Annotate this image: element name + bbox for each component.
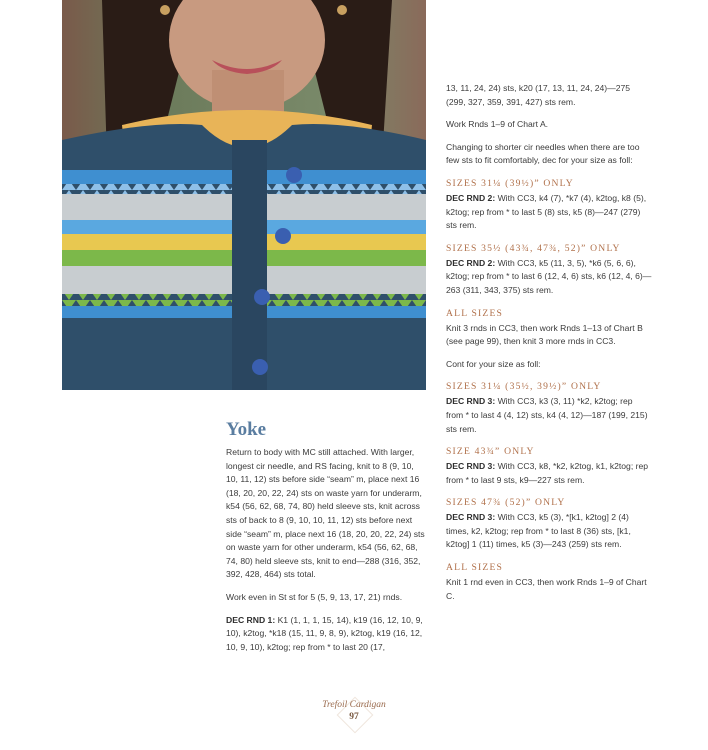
step-text: With CC3, k8, *k2, k2tog, k1, k2tog; rep from * to last 9 sts, k9—227 sts rem. <box>446 461 649 485</box>
paragraph <box>446 192 652 233</box>
section-title: Yoke <box>226 419 267 440</box>
paragraph <box>446 460 652 487</box>
paragraph <box>446 257 652 298</box>
left-column <box>226 420 426 663</box>
paragraph: Knit 1 rnd even in CC3, then work Rnds 1–9 of Chart C. <box>446 577 647 601</box>
size-heading: SIZES 31¼ (39½)” ONLY <box>446 177 574 189</box>
step-text: With CC3, k3 (3, 11) *k2, k2tog; rep from * to last 4 (4, 12) sts, k4 (4, 12)—187 (199, 215) sts rem. <box>446 396 648 434</box>
step-text: K1 (1, 1, 1, 15, 14), k19 (16, 12, 10, 9, 10), k2tog, *k18 (15, 11, 9, 8, 9), k2tog, k19 (16, 12, 10, 9, 10), k2tog; rep from * to last 20 (17, <box>226 614 423 652</box>
size-heading: SIZE 43¾” ONLY <box>446 446 535 458</box>
size-heading: ALL SIZES <box>446 307 504 319</box>
size-heading: ALL SIZES <box>446 562 504 574</box>
paragraph: Cont for your size as foll: <box>446 358 541 369</box>
step-text: With CC3, k4 (7), *k7 (4), k2tog, k8 (5), k2tog; rep from * to last 5 (8) sts, k5 (8)—247 (279) sts rem. <box>446 192 647 231</box>
paragraph <box>446 511 652 552</box>
step-label: DEC RND 2: <box>446 192 496 203</box>
page-number: 97 <box>349 712 359 722</box>
paragraph: Return to body with MC still attached. With larger, longest cir needle, and RS facing, knit to 8 (9, 10, 10, 11, 12) sts before side “seam” m, place next 16 (18, 20, 20, 22, 24) sts on waste yarn for underarm, k54 (56, 62, 68, 74, 80) held sleeve sts, knit across sts of back to 8 (9, 10, 10, 11, 12) sts before next side “seam” m, place next 16 (18, 20, 20, 22, 24) sts on waste yarn for other underarm, k54 (56, 62, 68, 74, 80) held sleeve sts, knit to end—288 (316, 352, 392, 428, 464) sts total. <box>226 447 425 580</box>
size-heading: SIZES 47¾ (52)” ONLY <box>446 497 566 509</box>
paragraph: Changing to shorter cir needles when there are too few sts to fit comfortably, dec for your size as foll: <box>446 141 640 166</box>
right-column <box>446 82 652 612</box>
step-label: DEC RND 3: <box>446 461 496 472</box>
step-label: DEC RND 1: <box>226 614 276 625</box>
paragraph: Work even in St st for 5 (5, 9, 13, 17, 21) rnds. <box>226 591 403 602</box>
step-label: DEC RND 2: <box>446 257 496 268</box>
step-label: DEC RND 3: <box>446 396 496 407</box>
paragraph: Work Rnds 1–9 of Chart A. <box>446 119 549 130</box>
step-text: With CC3, k5 (3), *[k1, k2tog] 2 (4) times, k2, k2tog; rep from * to last 8 (36) sts, [k1, k2tog] 1 (11) times, k5 (3)—243 (259) sts rem. <box>446 512 631 550</box>
paragraph <box>226 614 426 655</box>
paragraph <box>446 395 652 436</box>
step-text: With CC3, k5 (11, 3, 5), *k6 (5, 6, 6), k2tog; rep from * to last 6 (12, 4, 6) sts, k6 (12, 4, 6)—263 (311, 343, 375) sts rem. <box>446 257 652 295</box>
paragraph: 13, 11, 24, 24) sts, k20 (17, 13, 11, 24, 24)—275 (299, 327, 359, 391, 427) sts rem. <box>446 83 631 107</box>
paragraph: Knit 3 rnds in CC3, then work Rnds 1–13 of Chart B (see page 99), then knit 3 more rnds in CC3. <box>446 322 643 347</box>
size-heading: SIZES 31¼ (35½, 39½)” ONLY <box>446 381 602 393</box>
step-label: DEC RND 3: <box>446 512 496 523</box>
cardigan-photo <box>62 0 426 390</box>
footer-title: Trefoil Cardigan <box>322 700 386 710</box>
size-heading: SIZES 35½ (43¾, 47¾, 52)” ONLY <box>446 242 621 254</box>
